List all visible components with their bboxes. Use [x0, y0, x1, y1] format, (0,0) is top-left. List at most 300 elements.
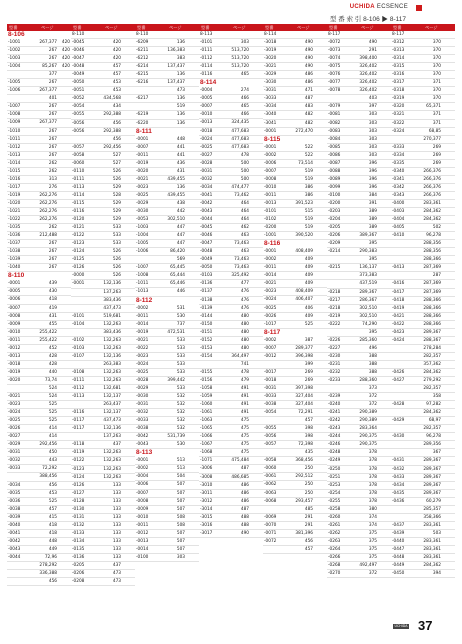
page-ref-extra	[121, 71, 134, 78]
index-row	[7, 409, 71, 417]
model-number: -0018	[8, 361, 21, 367]
page-ref: 464	[240, 200, 249, 206]
model-number: -0322	[392, 120, 405, 126]
page-ref: 533	[176, 385, 185, 391]
model-number: -0025	[136, 192, 149, 198]
page-ref: 398	[304, 426, 313, 432]
model-number: -0103	[200, 273, 213, 279]
page-ref-extra	[249, 200, 262, 207]
page-ref-extra	[441, 95, 454, 102]
model-number: -0074	[328, 56, 341, 62]
page-ref: 507	[176, 546, 185, 552]
index-row	[327, 522, 391, 530]
index-row	[263, 87, 327, 95]
model-number: -0033	[8, 466, 21, 472]
model-number: -0449	[392, 563, 405, 569]
index-row	[263, 39, 327, 47]
page-ref-extra	[57, 578, 70, 585]
model-number	[391, 514, 414, 521]
section-heading	[135, 128, 199, 136]
page-ref: 428	[48, 361, 57, 367]
page-ref: 462	[240, 225, 249, 231]
model-number: -0226	[328, 337, 341, 343]
model-number: -0048	[72, 64, 85, 70]
index-row	[199, 441, 263, 449]
page-ref-extra	[249, 313, 262, 320]
index-row	[71, 506, 135, 514]
model-number: -0124	[72, 249, 85, 255]
index-row	[263, 345, 327, 353]
page-ref-extra	[313, 546, 326, 553]
page-ref-extra	[313, 425, 326, 432]
model-number: -0423	[392, 329, 405, 335]
model-number	[391, 353, 414, 360]
index-row	[135, 47, 199, 55]
index-row	[7, 168, 71, 176]
page-ref: 519	[304, 217, 313, 223]
model-number: -0136	[200, 281, 213, 287]
index-row	[7, 176, 71, 184]
index-row	[327, 136, 391, 144]
model-number	[263, 361, 286, 368]
page-ref: 418	[48, 297, 57, 303]
model-number: -0427	[392, 378, 405, 384]
index-row	[391, 31, 455, 39]
page-ref: 525	[48, 498, 57, 504]
index-row	[391, 248, 455, 256]
page-ref: 373,383	[359, 273, 377, 279]
model-number: -6217	[136, 96, 149, 102]
index-row	[327, 377, 391, 385]
page-ref: 533	[176, 361, 185, 367]
model-number: -0012	[136, 530, 149, 536]
index-row	[199, 377, 263, 385]
index-row	[7, 39, 71, 47]
page-ref: 136	[176, 72, 185, 78]
index-row	[327, 280, 391, 288]
page-ref: 378	[368, 466, 377, 472]
page-ref-extra	[441, 377, 454, 384]
model-number: -0127	[72, 490, 85, 496]
model-number: -3041	[264, 120, 277, 126]
page-ref: 529	[112, 200, 121, 206]
model-number: -0204	[328, 217, 341, 223]
page-ref: 380	[368, 506, 377, 512]
model-number: -6214	[136, 64, 149, 70]
page-ref: 396	[368, 168, 377, 174]
page-ref-extra	[121, 554, 134, 561]
page-ref-extra	[185, 353, 198, 360]
page-ref: 453	[112, 88, 121, 94]
index-row	[327, 562, 391, 570]
model-number: -3011	[200, 490, 213, 496]
model-number: 8-117	[392, 32, 405, 37]
page-ref-extra	[121, 55, 134, 62]
index-row	[199, 31, 263, 39]
model-number: -0001	[136, 136, 149, 142]
page-ref-extra	[249, 136, 262, 143]
model-number	[71, 401, 94, 408]
index-row	[135, 288, 199, 296]
page-ref: 267	[48, 80, 57, 86]
model-number: -0045	[72, 40, 85, 46]
page-ref: 212,488	[39, 233, 57, 239]
page-ref: 456	[48, 482, 57, 488]
page-ref-extra	[441, 546, 454, 553]
model-number: -0334	[392, 152, 405, 158]
model-number: -0046	[72, 48, 85, 54]
page-ref-extra	[377, 103, 390, 110]
page-ref-extra	[185, 184, 198, 191]
page-ref: 289,367	[423, 490, 441, 496]
page-ref-extra	[441, 401, 454, 408]
index-row	[263, 522, 327, 530]
page-ref-extra	[57, 208, 70, 215]
page-ref-extra	[249, 288, 262, 295]
index-row	[263, 103, 327, 111]
index-row	[7, 71, 71, 79]
model-number: -1020	[8, 200, 21, 206]
page-ref: 391,523	[295, 200, 313, 206]
index-row	[71, 482, 135, 490]
page-ref: 388	[368, 353, 377, 359]
page-ref: 477,683	[231, 136, 249, 142]
page-ref-extra	[377, 522, 390, 529]
index-row	[7, 570, 71, 578]
page-ref-extra	[249, 353, 262, 360]
page-ref: 375	[368, 555, 377, 561]
model-number: -1059	[200, 394, 213, 400]
column-header	[263, 24, 327, 31]
index-row	[327, 216, 391, 224]
page-ref-extra	[377, 120, 390, 127]
page-ref-extra	[121, 297, 134, 304]
page-ref: 500	[240, 168, 249, 174]
section-heading	[199, 79, 263, 87]
page-ref: 438	[176, 200, 185, 206]
page-ref: 490	[368, 40, 377, 46]
page-ref: 283,361	[423, 538, 441, 544]
page-ref-extra	[57, 280, 70, 287]
index-row	[263, 288, 327, 296]
page-ref-extra	[249, 321, 262, 328]
page-ref-extra	[249, 232, 262, 239]
page-ref-extra	[313, 95, 326, 102]
model-number: -0044	[200, 217, 213, 223]
page-ref: 336,388	[39, 571, 57, 577]
page-ref: 475,484	[231, 458, 249, 464]
index-row	[263, 353, 327, 361]
index-row	[263, 31, 327, 39]
page-ref: 289,367	[423, 482, 441, 488]
page-ref-extra	[249, 393, 262, 400]
index-row	[263, 200, 327, 208]
page-ref: 375	[368, 547, 377, 552]
index-row	[391, 417, 455, 425]
model-number: -0249	[328, 458, 341, 464]
model-number	[391, 136, 414, 143]
page-ref-extra	[121, 289, 134, 296]
page-ref: 255,422	[39, 329, 57, 335]
index-row	[391, 192, 455, 200]
page-ref-extra	[249, 498, 262, 505]
model-number: -0024	[136, 361, 149, 367]
page-ref-extra	[121, 47, 134, 54]
page-ref-extra	[249, 144, 262, 151]
index-row	[199, 280, 263, 288]
page-ref-extra	[377, 111, 390, 118]
page-ref: 507	[176, 490, 185, 496]
model-number: -0042	[200, 200, 213, 206]
page-ref-extra	[185, 546, 198, 553]
index-row	[391, 128, 455, 136]
page-ref-extra	[441, 514, 454, 521]
page-ref-extra	[377, 433, 390, 440]
page-ref-extra	[57, 119, 70, 126]
index-row	[391, 329, 455, 337]
index-row	[135, 490, 199, 498]
page-ref-extra	[441, 168, 454, 175]
index-row	[199, 409, 263, 417]
model-number: -0068	[264, 498, 277, 504]
page-ref-extra	[377, 401, 390, 408]
model-number: -0450	[392, 571, 405, 577]
page-ref: 303	[368, 112, 377, 118]
page-ref: 490	[304, 64, 313, 70]
model-number: -0439	[392, 530, 405, 536]
page-ref: 250	[304, 490, 313, 496]
model-number: 8-117	[328, 32, 341, 37]
page-ref: 284,362	[423, 563, 441, 569]
index-row	[71, 337, 135, 345]
index-row	[199, 297, 263, 305]
page-ref-extra	[313, 530, 326, 537]
index-row	[263, 264, 327, 272]
page-ref: 378	[368, 498, 377, 504]
page-ref: 434	[112, 104, 121, 110]
index-row	[7, 417, 71, 425]
page-ref-extra	[185, 401, 198, 408]
page-ref: 513	[176, 458, 185, 464]
page-ref: 431	[176, 168, 185, 174]
model-number: -0024	[264, 297, 277, 303]
model-number: -0233	[328, 378, 341, 384]
page-ref-extra	[313, 216, 326, 223]
page-ref-extra	[313, 498, 326, 505]
column-header-label: ページ	[105, 25, 118, 30]
model-number: -0023	[136, 184, 149, 190]
model-number: -0049	[72, 72, 85, 78]
index-row	[391, 530, 455, 538]
page-ref: 262,276	[39, 200, 57, 206]
page-ref: 266,376	[423, 168, 441, 174]
index-row	[391, 305, 455, 313]
index-row	[263, 538, 327, 546]
page-ref-extra	[313, 55, 326, 62]
model-number: -0022	[136, 345, 149, 351]
page-ref: 491	[240, 402, 249, 408]
page-ref-extra	[121, 200, 134, 207]
page-ref: 289,356	[423, 442, 441, 448]
model-number: -3020	[264, 56, 277, 62]
index-row	[391, 522, 455, 530]
page-ref-extra	[313, 264, 326, 271]
model-number: -1021	[8, 208, 21, 214]
index-row	[71, 152, 135, 160]
page-ref: 288,366	[423, 321, 441, 327]
index-row	[135, 120, 199, 128]
page-ref: 487	[304, 96, 313, 102]
brand-tab-marker	[416, 5, 422, 11]
page-ref: 389	[368, 209, 377, 215]
page-ref-extra	[57, 538, 70, 545]
page-ref-extra	[185, 530, 198, 537]
index-row	[71, 95, 135, 103]
index-row	[263, 232, 327, 240]
index-row	[71, 200, 135, 208]
page-ref-extra	[441, 39, 454, 46]
model-number: -0219	[328, 313, 341, 319]
page-ref-extra	[121, 361, 134, 368]
page-ref: 327,404	[295, 393, 313, 399]
model-number: -0125	[72, 257, 85, 263]
index-row	[199, 111, 263, 119]
model-number: -0072	[328, 40, 341, 46]
model-number: -0113	[72, 184, 85, 190]
model-number	[7, 385, 30, 392]
model-number: -0144	[200, 313, 213, 319]
model-number: -0214	[328, 249, 341, 255]
page-ref-extra	[57, 337, 70, 344]
page-ref: 290,389	[359, 418, 377, 424]
index-row	[71, 256, 135, 264]
index-row	[7, 538, 71, 546]
page-ref: 72,291	[298, 410, 313, 416]
page-ref-extra	[377, 128, 390, 135]
model-number: -0341	[392, 176, 405, 182]
page-ref-extra	[377, 449, 390, 456]
page-ref: 491	[240, 394, 249, 400]
index-row	[71, 361, 135, 369]
model-number: -0057	[264, 442, 277, 448]
page-ref: 303	[368, 152, 377, 158]
index-row	[135, 441, 199, 449]
model-number: -0010	[8, 329, 21, 335]
page-ref: 374	[368, 522, 377, 528]
model-number: -0012	[264, 353, 277, 359]
model-number: -0419	[392, 305, 405, 311]
index-row	[7, 506, 71, 514]
page-ref-extra	[121, 490, 134, 497]
model-number: -0218	[328, 305, 341, 311]
index-row	[327, 240, 391, 248]
model-number: -0046	[200, 233, 213, 239]
model-number: -3016	[200, 522, 213, 528]
model-number: -0318	[392, 88, 405, 94]
index-row	[71, 425, 135, 433]
model-number: -0013	[264, 200, 277, 206]
model-number: -0312	[392, 40, 405, 46]
index-row	[199, 208, 263, 216]
page-ref-extra	[249, 506, 262, 513]
page-ref-extra	[57, 377, 70, 384]
index-row	[327, 168, 391, 176]
index-row	[71, 457, 135, 465]
model-number: -0002	[136, 305, 149, 311]
page-ref: 475	[240, 426, 249, 432]
page-ref-extra	[57, 417, 70, 424]
index-row	[135, 87, 199, 95]
model-number: -0027	[8, 434, 21, 440]
page-ref-extra	[57, 393, 70, 400]
page-ref-extra	[377, 345, 390, 352]
page-ref-extra	[249, 369, 262, 376]
page-ref-extra	[57, 103, 70, 110]
index-row	[327, 264, 391, 272]
index-row	[391, 55, 455, 63]
index-row	[7, 95, 71, 103]
index-row	[71, 280, 135, 288]
page-ref-extra	[377, 63, 390, 70]
page-ref-extra	[377, 409, 390, 416]
page-ref-extra	[121, 482, 134, 489]
model-number: -0416	[392, 281, 405, 287]
model-number: -0101	[264, 208, 277, 214]
page-ref: 414	[48, 426, 57, 432]
page-ref: 463	[240, 233, 249, 239]
page-ref-extra	[377, 208, 390, 215]
column-header	[7, 24, 71, 31]
page-ref: 132,263	[103, 378, 121, 384]
page-ref: 513,720	[231, 56, 249, 62]
page-ref-extra: 420	[61, 64, 70, 70]
page-ref: 60,279	[426, 498, 441, 504]
model-number: -0001	[72, 281, 85, 287]
model-number: -0155	[200, 369, 213, 375]
index-row	[71, 441, 135, 449]
index-row	[391, 345, 455, 353]
page-ref: 396	[368, 176, 377, 182]
column-header-label: ページ	[233, 25, 246, 30]
page-ref-extra	[377, 562, 390, 569]
model-number: -0031	[264, 385, 277, 391]
index-row	[391, 272, 455, 280]
page-ref: 409	[304, 265, 313, 271]
page-ref: 441	[176, 152, 185, 158]
page-ref: 370	[432, 88, 441, 94]
index-row	[135, 192, 199, 200]
page-ref: 526	[112, 176, 121, 182]
model-number: -0421	[392, 313, 405, 319]
page-ref: 267	[48, 257, 57, 263]
model-number: -0008	[136, 498, 149, 504]
page-ref-extra	[57, 232, 70, 239]
page-ref-extra	[249, 345, 262, 352]
index-row	[7, 305, 71, 313]
page-ref: 68,97	[428, 418, 441, 424]
index-row	[263, 514, 327, 522]
page-ref-extra	[185, 95, 198, 102]
section-code: 8-106	[8, 31, 25, 38]
index-row	[199, 457, 263, 465]
page-ref: 530	[176, 313, 185, 319]
page-ref-extra	[57, 385, 70, 392]
page-ref-extra	[121, 377, 134, 384]
index-row	[199, 136, 263, 144]
model-number: -0007	[264, 345, 277, 351]
page-ref: 370	[432, 56, 441, 62]
index-row	[391, 232, 455, 240]
